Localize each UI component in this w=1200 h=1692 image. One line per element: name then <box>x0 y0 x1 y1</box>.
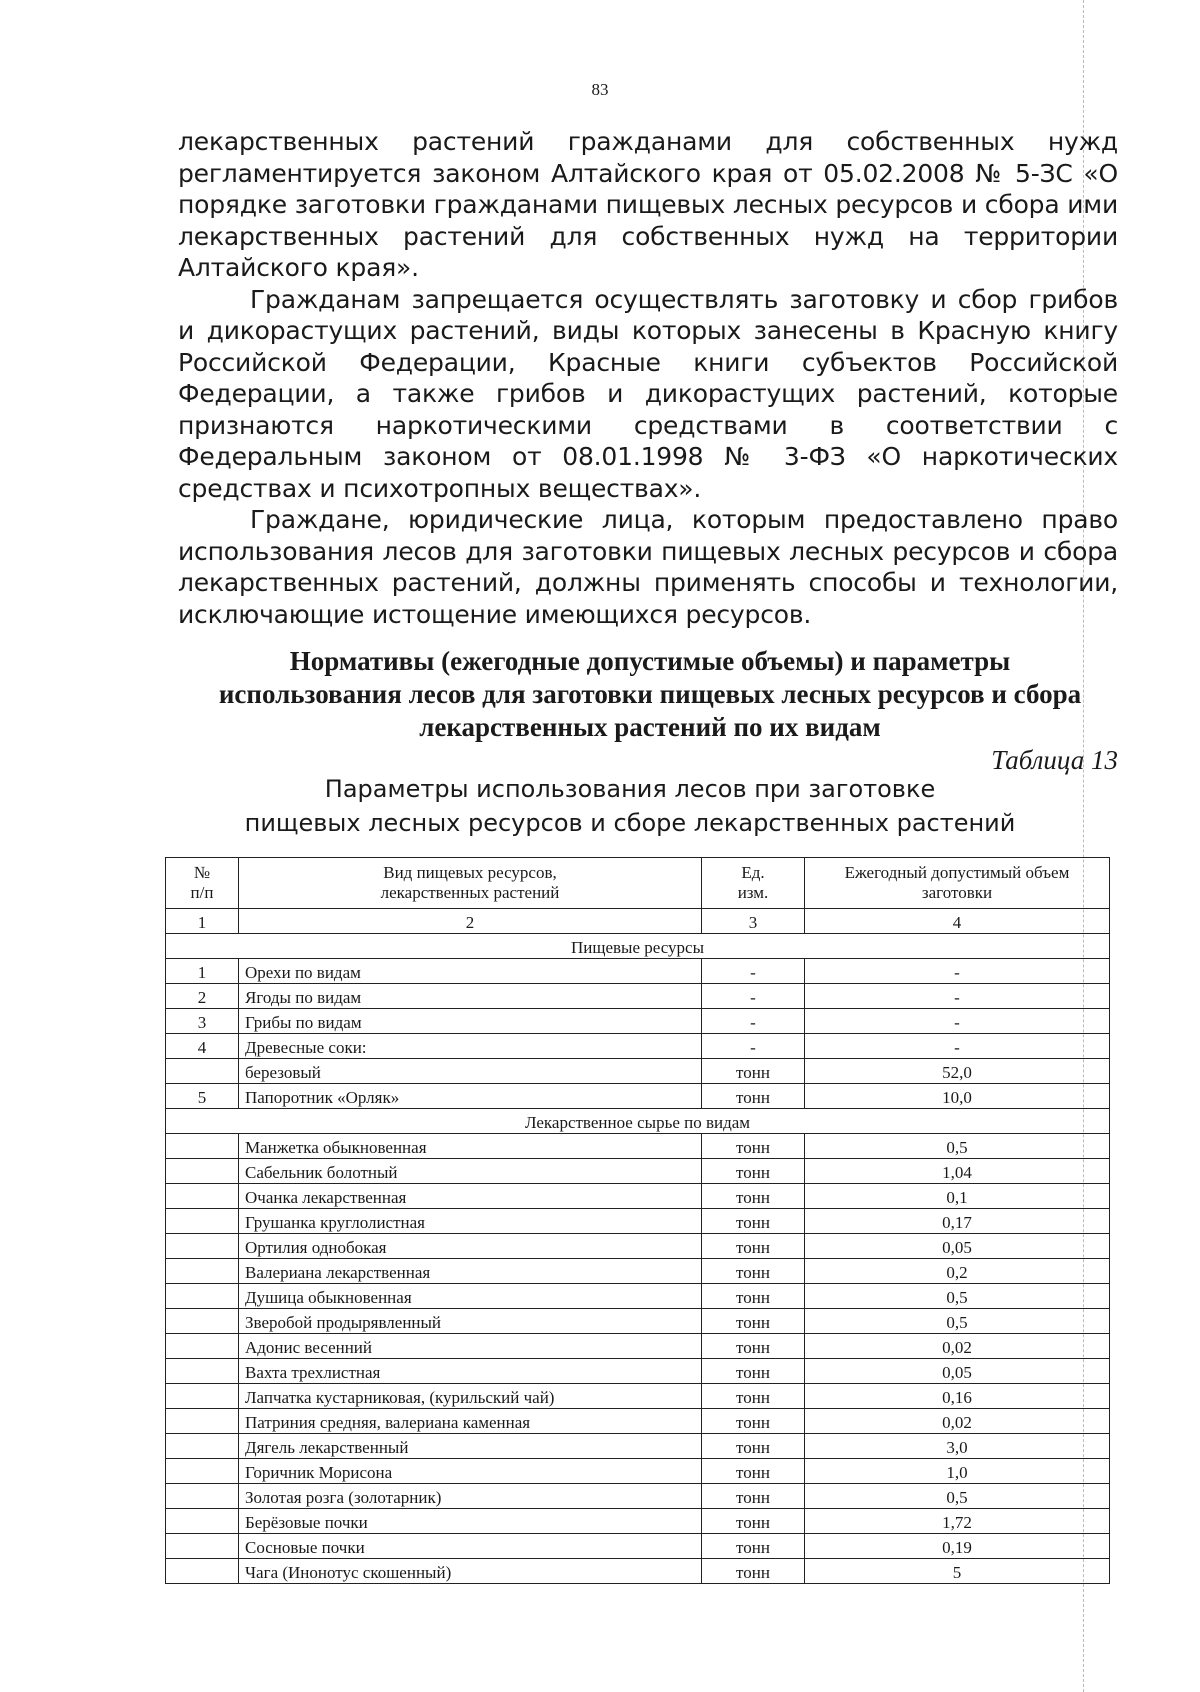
cell-unit: тонн <box>702 1559 805 1584</box>
table-row <box>166 1309 1110 1334</box>
cell-name: березовый <box>239 1059 702 1084</box>
cell-unit: тонн <box>702 1259 805 1284</box>
cell-value: 0,5 <box>805 1134 1110 1159</box>
cell-unit: тонн <box>702 1084 805 1109</box>
cell-value: 0,16 <box>805 1384 1110 1409</box>
cell-num: 5 <box>166 1084 239 1109</box>
table-row <box>166 1184 1110 1209</box>
cell-name: Горичник Морисона <box>239 1459 702 1484</box>
cell-num: 1 <box>166 959 239 984</box>
cell-value: 0,1 <box>805 1184 1110 1209</box>
cell-value: 1,72 <box>805 1509 1110 1534</box>
resources-table <box>165 857 1110 1584</box>
table-header-row <box>166 858 1110 909</box>
table-row <box>166 1284 1110 1309</box>
page-number: 83 <box>591 80 609 99</box>
cell-value: 10,0 <box>805 1084 1110 1109</box>
cell-unit: - <box>702 984 805 1009</box>
cell-num <box>166 1534 239 1559</box>
cell-num <box>166 1559 239 1584</box>
table-label: Таблица 13 <box>991 745 1118 775</box>
table-row <box>166 1209 1110 1234</box>
cell-num <box>166 1434 239 1459</box>
cell-unit: тонн <box>702 1434 805 1459</box>
cell-name: Сосновые почки <box>239 1534 702 1559</box>
cell-name: Золотая розга (золотарник) <box>239 1484 702 1509</box>
table-row <box>166 1409 1110 1434</box>
cell-name: Грушанка круглолистная <box>239 1209 702 1234</box>
cell-num <box>166 1184 239 1209</box>
cell-unit: тонн <box>702 1384 805 1409</box>
cell-num: 3 <box>166 1009 239 1034</box>
cell-unit: тонн <box>702 1309 805 1334</box>
table-row <box>166 1259 1110 1284</box>
cell-value: 0,02 <box>805 1334 1110 1359</box>
table-row <box>166 1559 1110 1584</box>
cell-num <box>166 1134 239 1159</box>
cell-unit: тонн <box>702 1359 805 1384</box>
cell-unit: - <box>702 1034 805 1059</box>
cell-value: 0,02 <box>805 1409 1110 1434</box>
cell-num <box>166 1159 239 1184</box>
cell-value: 0,17 <box>805 1209 1110 1234</box>
table-row <box>166 1434 1110 1459</box>
table-row <box>166 1359 1110 1384</box>
cell-name: Дягель лекарственный <box>239 1434 702 1459</box>
cell-unit: тонн <box>702 1284 805 1309</box>
cell-value: 1,04 <box>805 1159 1110 1184</box>
cell-value: 0,05 <box>805 1359 1110 1384</box>
cell-value: 0,2 <box>805 1259 1110 1284</box>
table-row <box>166 1234 1110 1259</box>
cell-num <box>166 1509 239 1534</box>
cell-value: 1,0 <box>805 1459 1110 1484</box>
header-unit: Ед. изм. <box>702 858 805 909</box>
column-number: 2 <box>239 909 702 934</box>
table-row <box>166 959 1110 984</box>
table-row <box>166 984 1110 1009</box>
table-row <box>166 1034 1110 1059</box>
table-row <box>166 1459 1110 1484</box>
cell-num <box>166 1059 239 1084</box>
cell-unit: тонн <box>702 1334 805 1359</box>
column-number: 3 <box>702 909 805 934</box>
cell-unit: тонн <box>702 1209 805 1234</box>
cell-value: - <box>805 959 1110 984</box>
section-row-medicinal <box>166 1109 1110 1134</box>
table-row <box>166 1384 1110 1409</box>
section-row-food <box>166 934 1110 959</box>
section-heading-line-3: лекарственных растений по их видам <box>419 712 881 742</box>
section-title-food: Пищевые ресурсы <box>166 934 1110 959</box>
table-row <box>166 1484 1110 1509</box>
paragraph-2: Гражданам запрещается осуществлять заготовку и сбор грибов и дикорастущих растений, виды которых занесены в Красную книгу Российской Федерации, Красные книги субъектов Российской Федерации, а также грибов и дикорастущих растений, которые признаются наркотическими средствами в соответствии с Федеральным законом от 08.01.1998 № 3-ФЗ «О наркотических средствах и психотропных веществах». <box>178 284 1118 503</box>
header-name: Вид пищевых ресурсов, лекарственных растений <box>239 858 702 909</box>
section-title-medicinal: Лекарственное сырье по видам <box>166 1109 1110 1134</box>
cell-num <box>166 1259 239 1284</box>
cell-unit: тонн <box>702 1484 805 1509</box>
table-row <box>166 1159 1110 1184</box>
header-value: Ежегодный допустимый объем заготовки <box>805 858 1110 909</box>
cell-name: Лапчатка кустарниковая, (курильский чай) <box>239 1384 702 1409</box>
cell-name: Зверобой продырявленный <box>239 1309 702 1334</box>
header-num: № п/п <box>166 858 239 909</box>
cell-unit: тонн <box>702 1509 805 1534</box>
cell-name: Древесные соки: <box>239 1034 702 1059</box>
cell-value: 5 <box>805 1559 1110 1584</box>
cell-num <box>166 1409 239 1434</box>
cell-unit: тонн <box>702 1159 805 1184</box>
cell-name: Берёзовые почки <box>239 1509 702 1534</box>
cell-num <box>166 1459 239 1484</box>
cell-unit: тонн <box>702 1184 805 1209</box>
cell-name: Ортилия однобокая <box>239 1234 702 1259</box>
cell-num <box>166 1284 239 1309</box>
cell-unit: - <box>702 1009 805 1034</box>
cell-num <box>166 1359 239 1384</box>
cell-name: Сабельник болотный <box>239 1159 702 1184</box>
cell-name: Душица обыкновенная <box>239 1284 702 1309</box>
cell-value: 0,5 <box>805 1484 1110 1509</box>
table-row <box>166 1334 1110 1359</box>
table-row <box>166 1509 1110 1534</box>
section-heading-line-1: Нормативы (ежегодные допустимые объемы) и параметры <box>289 646 1011 676</box>
cell-num <box>166 1234 239 1259</box>
table-row <box>166 1059 1110 1084</box>
cell-name: Папоротник «Орляк» <box>239 1084 702 1109</box>
cell-name: Адонис весенний <box>239 1334 702 1359</box>
table-row <box>166 1534 1110 1559</box>
cell-num <box>166 1209 239 1234</box>
cell-name: Вахта трехлистная <box>239 1359 702 1384</box>
cell-value: - <box>805 984 1110 1009</box>
table-row <box>166 1134 1110 1159</box>
table-row <box>166 1084 1110 1109</box>
cell-unit: тонн <box>702 1534 805 1559</box>
cell-value: 0,5 <box>805 1284 1110 1309</box>
cell-value: 0,5 <box>805 1309 1110 1334</box>
column-number: 4 <box>805 909 1110 934</box>
body-text <box>178 126 1118 630</box>
cell-name: Грибы по видам <box>239 1009 702 1034</box>
cell-name: Ягоды по видам <box>239 984 702 1009</box>
cell-unit: тонн <box>702 1234 805 1259</box>
section-heading-line-2: использования лесов для заготовки пищевых лесных ресурсов и сбора <box>218 679 1082 709</box>
cell-num <box>166 1309 239 1334</box>
table-caption <box>150 772 1110 840</box>
cell-name: Патриния средняя, валериана каменная <box>239 1409 702 1434</box>
cell-num <box>166 1484 239 1509</box>
cell-unit: тонн <box>702 1459 805 1484</box>
cell-value: - <box>805 1009 1110 1034</box>
cell-value: 0,05 <box>805 1234 1110 1259</box>
cell-unit: тонн <box>702 1059 805 1084</box>
paragraph-1: лекарственных растений гражданами для собственных нужд регламентируется законом Алтайского края от 05.02.2008 № 5-ЗС «О порядке заготовки гражданами пищевых лесных ресурсов и сбора ими лекарственных растений для собственных нужд на территории Алтайского края». <box>178 127 1118 282</box>
table-row <box>166 1009 1110 1034</box>
table-caption-line-1: Параметры использования лесов при заготовке <box>324 775 936 803</box>
cell-num: 4 <box>166 1034 239 1059</box>
table-caption-line-2: пищевых лесных ресурсов и сборе лекарственных растений <box>244 809 1016 837</box>
cell-value: 0,19 <box>805 1534 1110 1559</box>
cell-name: Валериана лекарственная <box>239 1259 702 1284</box>
cell-name: Чага (Инонотус скошенный) <box>239 1559 702 1584</box>
cell-value: 3,0 <box>805 1434 1110 1459</box>
paragraph-3: Граждане, юридические лица, которым предоставлено право использования лесов для заготовки пищевых лесных ресурсов и сбора лекарственных растений, должны применять способы и технологии, исключающие истощение имеющихся ресурсов. <box>178 505 1118 629</box>
cell-num <box>166 1334 239 1359</box>
cell-unit: - <box>702 959 805 984</box>
cell-value: - <box>805 1034 1110 1059</box>
cell-name: Очанка лекарственная <box>239 1184 702 1209</box>
column-number-row <box>166 909 1110 934</box>
section-heading <box>150 645 1150 744</box>
cell-unit: тонн <box>702 1134 805 1159</box>
cell-name: Манжетка обыкновенная <box>239 1134 702 1159</box>
cell-value: 52,0 <box>805 1059 1110 1084</box>
cell-name: Орехи по видам <box>239 959 702 984</box>
column-number: 1 <box>166 909 239 934</box>
cell-num: 2 <box>166 984 239 1009</box>
cell-unit: тонн <box>702 1409 805 1434</box>
cell-num <box>166 1384 239 1409</box>
